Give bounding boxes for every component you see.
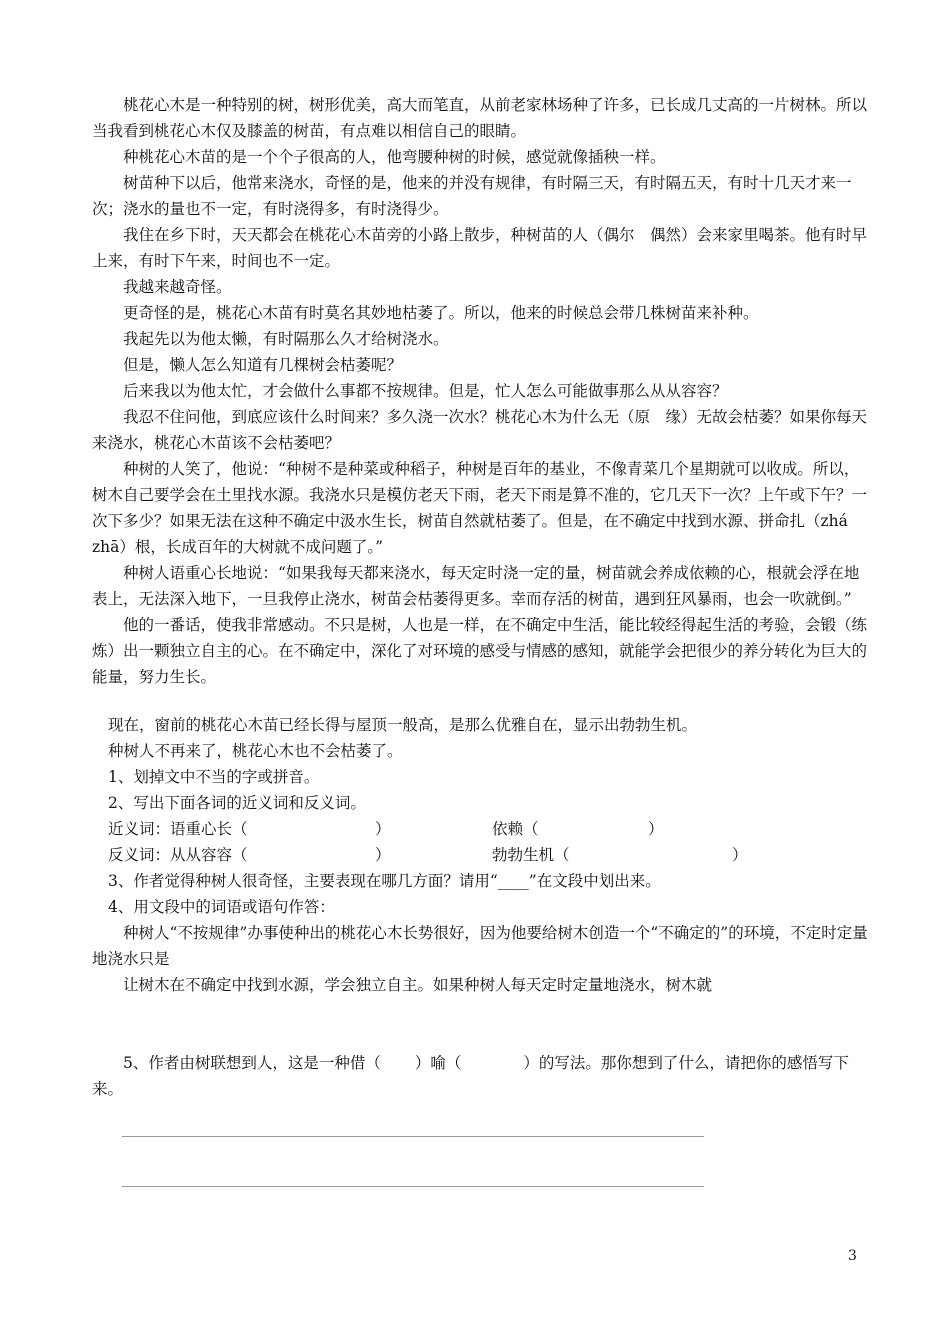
paragraph-1: 桃花心木是一种特别的树，树形优美，高大而笔直，从前老家林场种了许多，已长成几丈高的一片树林。所以当我看到桃花心木仅及膝盖的树苗，有点难以相信自己的眼睛。 [92, 96, 868, 140]
ending-paragraph-1: 现在，窗前的桃花心木苗已经长得与屋顶一般高，是那么优雅自在，显示出勃勃生机。 [108, 716, 698, 734]
question-4: 4、用文段中的词语或语句作答： [108, 898, 335, 916]
synonym2-label: 依赖（ [492, 820, 539, 838]
question-5-part-a: 5、作者由树联想到人，这是一种借（ [123, 1054, 381, 1072]
antonym2-close: ） [732, 846, 748, 864]
spacer [92, 998, 868, 1050]
paragraph-13: 他的一番话，使我非常感动。不只是树，人也是一样，在不确定中生活，能比较经得起生活的考验，会锻（练 炼）出一颗独立自主的心。在不确定中，深化了对环境的感受与情感的感知，就能学会把很少的养分转化为巨大的能量，努力生长。 [92, 616, 883, 686]
question-2: 2、写出下面各词的近义词和反义词。 [108, 794, 366, 812]
question-3: 3、作者觉得种树人很奇怪，主要表现在哪几方面？请用“____”在文段中划出来。 [108, 872, 661, 890]
synonym-row [92, 816, 868, 842]
paragraph-8: 但是，懒人怎么知道有几棵树会枯萎呢？ [123, 356, 403, 374]
worksheet-page [92, 92, 883, 1102]
paragraph-3: 树苗种下以后，他常来浇水，奇怪的是，他来的并没有规律，有时隔三天，有时隔五天，有时十几天才来一次；浇水的量也不一定，有时浇得多，有时浇得少。 [92, 174, 852, 218]
question-5-part-b: ）喻（ [414, 1054, 462, 1072]
question-4-text-2: 让树木在不确定中找到水源，学会独立自主。如果种树人每天定时定量地浇水，树木就 [123, 976, 713, 994]
question-5 [92, 1050, 868, 1102]
paragraph-12: 种树人语重心长地说：“如果我每天都来浇水，每天定时浇一定的量，树苗就会养成依赖的心，根就会浮在地表上，无法深入地下，一旦我停止浇水，树苗会枯萎得更多。幸而存活的树苗，遇到狂风暴雨，也会一吹就倒。” [92, 564, 860, 608]
synonym-close: ） [375, 820, 391, 838]
antonym-close: ） [375, 846, 391, 864]
paragraph-4: 我住在乡下时，天天都会在桃花心木苗旁的小路上散步，种树苗的人（偶尔 偶然）会来家里喝茶。他有时早上来，有时下午来，时间也不一定。 [92, 226, 868, 270]
paragraph-9: 后来我以为他太忙，才会做什么事都不按规律。但是，忙人怎么可能做事那么从从容容？ [123, 382, 728, 400]
question-5-part-c: ）的写法。那你想到了什么，请把你的感悟写下来。 [92, 1054, 849, 1098]
synonym2-close: ） [648, 820, 664, 838]
paragraph-7: 我起先以为他太懒，有时隔那么久才给树浇水。 [123, 330, 449, 348]
antonym-label: 反义词：从从容容（ [108, 846, 248, 864]
paragraph-10: 我忍不住问他，到底应该什么时间来？多久浇一次水？桃花心木为什么无（原 缘）无故会枯萎？如果你每天来浇水，桃花心木苗该不会枯萎吧？ [92, 408, 868, 452]
paragraph-6: 更奇怪的是，桃花心木苗有时莫名其妙地枯萎了。所以，他来的时候总会带几株树苗来补种。 [123, 304, 759, 322]
paragraph-2: 种桃花心木苗的是一个个子很高的人，他弯腰种树的时候，感觉就像插秧一样。 [123, 148, 666, 166]
paragraph-11: 种树的人笑了，他说：“种树不是种菜或种稻子，种树是百年的基业，不像青菜几个星期就可以收成。所以，树木自己要学会在土里找水源。我浇水只是模仿老天下雨，老天下雨是算不准的，它几天下一次？上午或下午？一次下多少？如果无法在这种不确定中汲水生长，树苗自然就枯萎了。但是，在不确定中找到水源、拼命扎（zhá zhā）根，长成百年的大树就不成问题了。” [92, 460, 868, 556]
spacer [92, 690, 868, 712]
antonym2-label: 勃勃生机（ [492, 846, 570, 864]
answer-line-2[interactable] [122, 1186, 704, 1187]
question-1: 1、划掉文中不当的字或拼音。 [108, 768, 320, 786]
ending-paragraph-2: 种树人不再来了，桃花心木也不会枯萎了。 [108, 742, 403, 760]
paragraph-5: 我越来越奇怪。 [123, 278, 232, 296]
answer-line-1[interactable] [122, 1136, 704, 1137]
question-4-text-1: 种树人“不按规律”办事使种出的桃花心木长势很好，因为他要给树木创造一个“不确定的”的环境，不定时定量地浇水只是 [92, 924, 868, 968]
antonym-row [92, 842, 868, 868]
synonym-label: 近义词：语重心长（ [108, 820, 248, 838]
page-number: 3 [848, 1248, 857, 1264]
